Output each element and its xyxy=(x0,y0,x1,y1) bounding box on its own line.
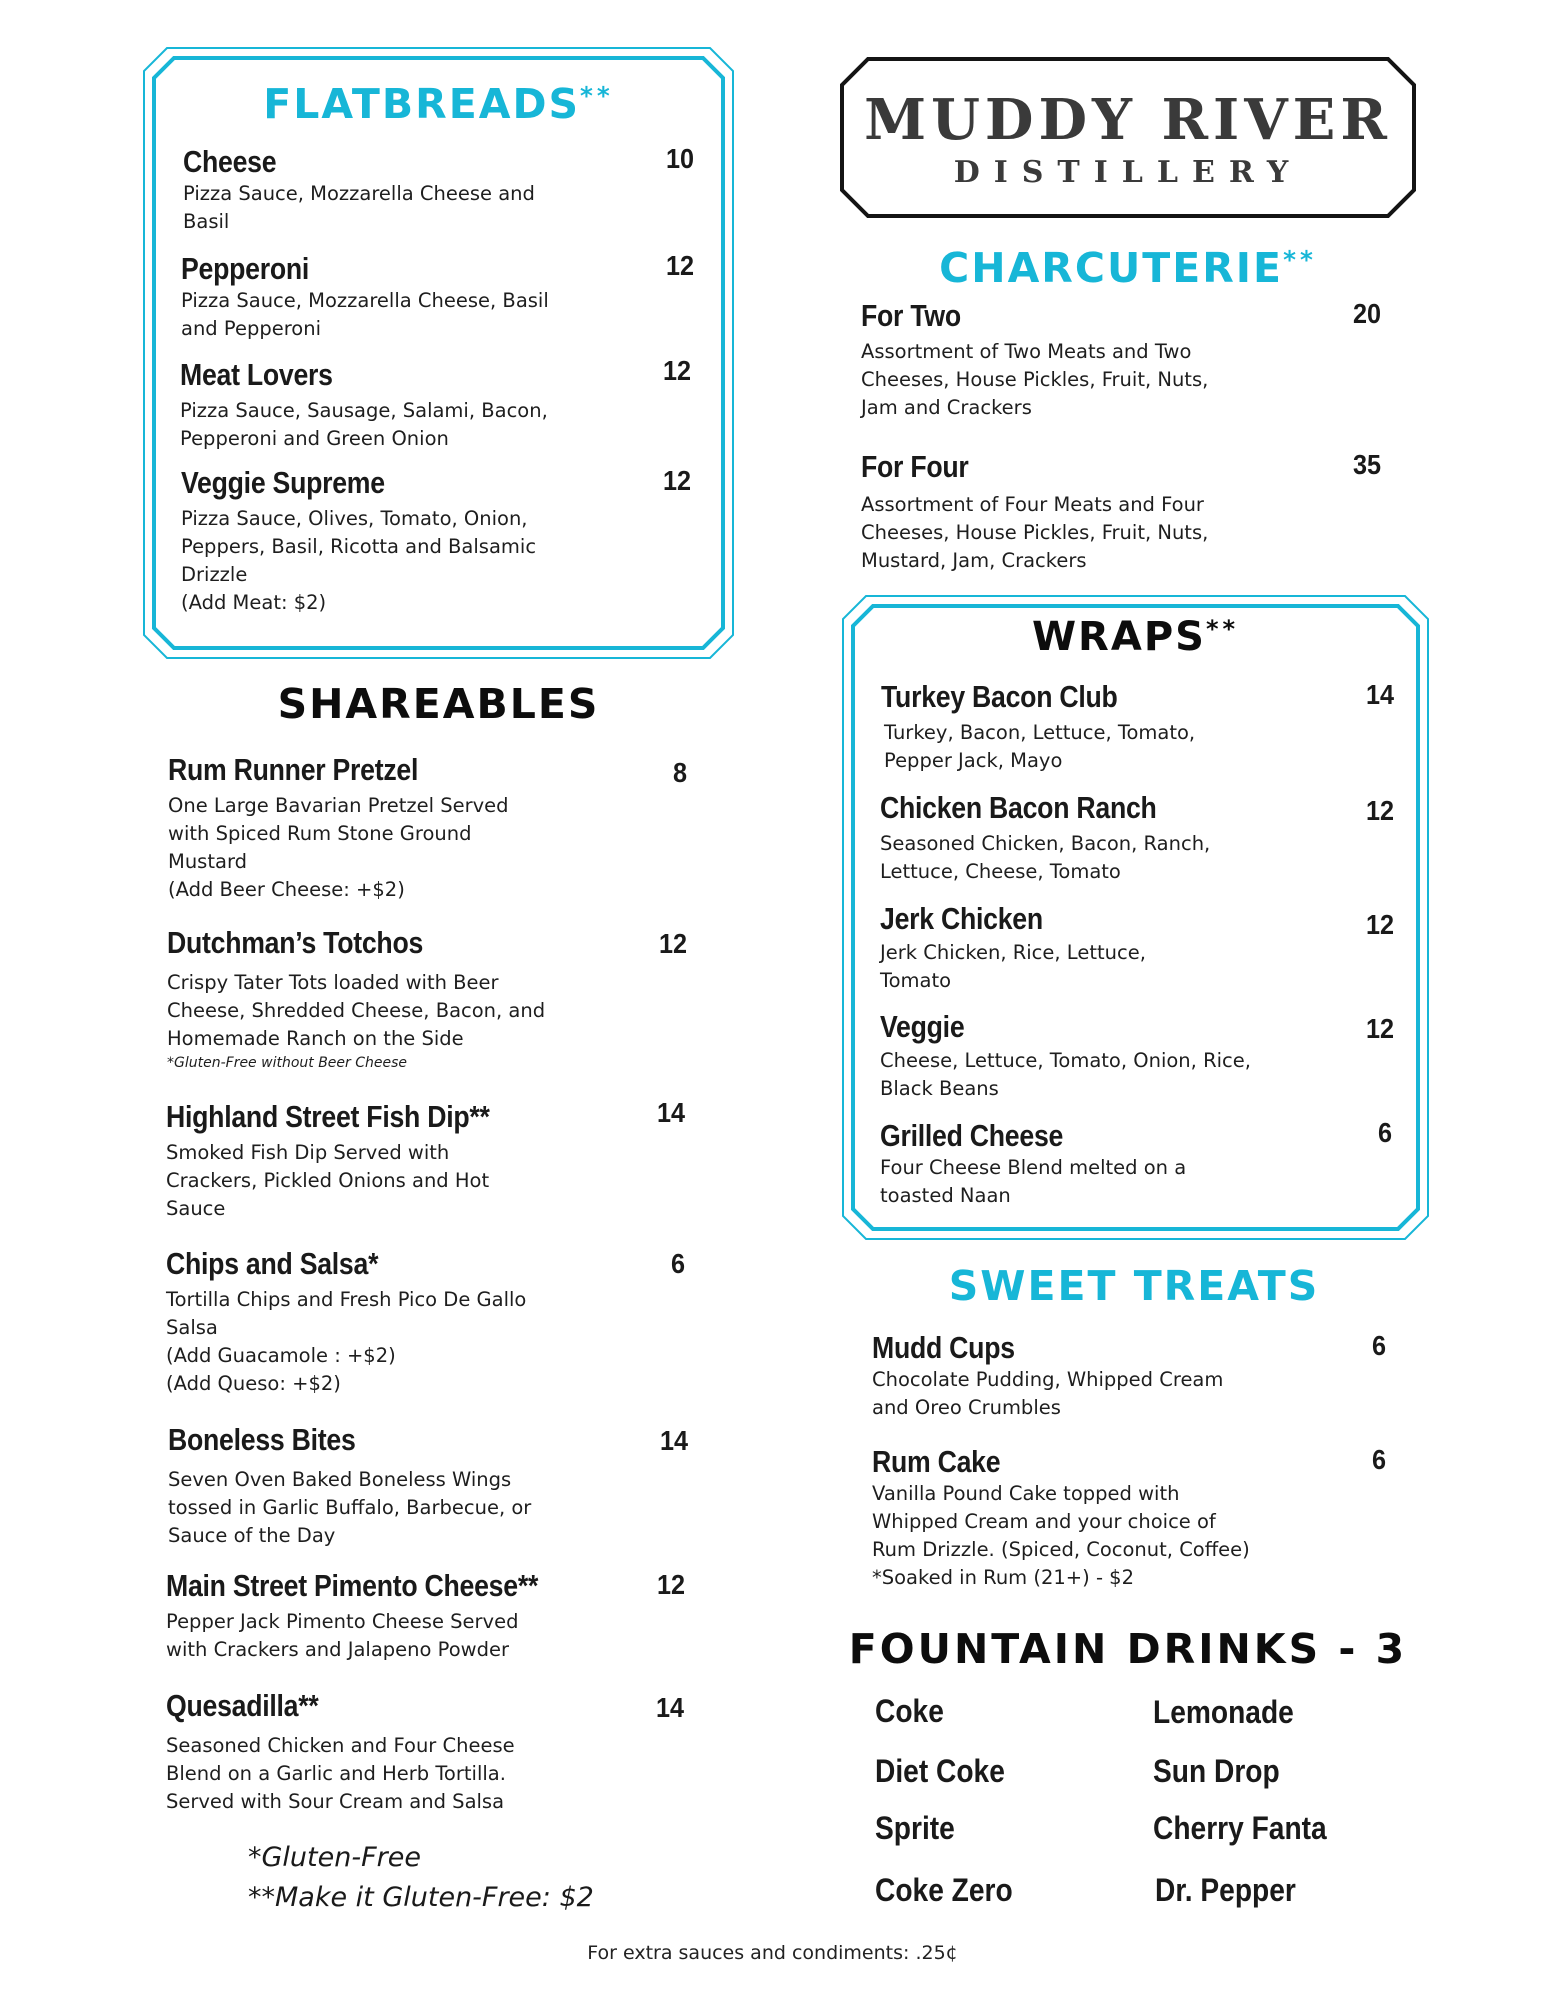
charcuterie-title-stars: ** xyxy=(1283,245,1317,275)
item-price: 12 xyxy=(665,250,694,281)
menu-item xyxy=(183,144,535,236)
item-desc: Assortment of Four Meats and Four Cheeses, House Pickles, Fruit, Nuts, Mustard, Jam, Crackers xyxy=(861,493,1209,572)
gluten-free-note: *Gluten-Free xyxy=(248,1842,421,1873)
menu-item xyxy=(166,1568,599,1664)
menu-item xyxy=(872,1444,1250,1592)
extras-note: For extra sauces and condiments: .25¢ xyxy=(587,1942,958,1964)
item-price: 14 xyxy=(1365,679,1394,710)
item-desc: Pizza Sauce, Sausage, Salami, Bacon, Pepperoni and Green Onion xyxy=(180,399,548,450)
menu-item xyxy=(166,1099,542,1223)
charcuterie-title xyxy=(842,244,1414,292)
item-desc: Jerk Chicken, Rice, Lettuce, Tomato xyxy=(880,941,1146,992)
logo-line2: DISTILLERY xyxy=(953,155,1303,190)
item-desc: Pepper Jack Pimento Cheese Served with Crackers and Jalapeno Powder xyxy=(166,1610,519,1661)
menu-item xyxy=(880,1118,1186,1210)
drink-item: Lemonade xyxy=(1153,1694,1294,1730)
menu-item xyxy=(861,449,1208,575)
item-desc: Pizza Sauce, Mozzarella Cheese and Basil xyxy=(183,182,535,233)
item-name: Quesadilla** xyxy=(166,1688,319,1723)
item-desc: Chocolate Pudding, Whipped Cream and Oreo Crumbles xyxy=(872,1368,1224,1419)
item-name: For Two xyxy=(861,298,961,333)
item-name: Meat Lovers xyxy=(180,357,333,392)
item-price: 6 xyxy=(1371,1444,1386,1475)
item-desc: Seasoned Chicken and Four Cheese Blend on a Garlic and Herb Tortilla. Served with Sour Cream and Salsa xyxy=(166,1734,515,1813)
menu-item xyxy=(166,1246,526,1398)
item-price: 8 xyxy=(672,757,687,788)
logo xyxy=(842,59,1414,216)
menu-item xyxy=(180,357,548,453)
drink-item: Coke Zero xyxy=(875,1872,1013,1908)
item-price: 12 xyxy=(662,355,691,386)
wraps-title-text: WRAPS xyxy=(1031,614,1206,660)
drink-item: Diet Coke xyxy=(875,1753,1005,1789)
drink-item: Cherry Fanta xyxy=(1153,1810,1327,1846)
wraps-title xyxy=(843,614,1428,660)
item-desc: Pizza Sauce, Olives, Tomato, Onion, Peppers, Basil, Ricotta and Balsamic Drizzle (Add Meat: $2) xyxy=(181,507,537,614)
item-price: 12 xyxy=(662,465,691,496)
item-name: Chips and Salsa* xyxy=(166,1246,379,1281)
item-price: 35 xyxy=(1352,449,1381,480)
menu-item xyxy=(881,679,1195,775)
item-price: 20 xyxy=(1352,298,1381,329)
fountain-drinks-title: FOUNTAIN DRINKS - 3 xyxy=(848,1625,1408,1673)
item-price: 10 xyxy=(665,143,694,174)
charcuterie-title-text: CHARCUTERIE xyxy=(939,244,1284,292)
flatbreads-title-stars: ** xyxy=(580,81,614,111)
item-desc: Four Cheese Blend melted on a toasted Naan xyxy=(880,1156,1187,1207)
item-name: Rum Cake xyxy=(872,1444,1001,1479)
item-note: *Gluten-Free without Beer Cheese xyxy=(167,1055,408,1071)
menu-item xyxy=(168,1422,531,1550)
menu-item xyxy=(167,925,545,1073)
item-name: Veggie xyxy=(880,1009,965,1044)
item-desc: Turkey, Bacon, Lettuce, Tomato, Pepper Jack, Mayo xyxy=(884,721,1196,772)
item-name: Cheese xyxy=(183,144,277,179)
item-price: 12 xyxy=(1365,909,1394,940)
item-name: Turkey Bacon Club xyxy=(881,679,1118,714)
item-price: 12 xyxy=(1365,1013,1394,1044)
item-name: Chicken Bacon Ranch xyxy=(880,790,1157,825)
item-price: 6 xyxy=(1371,1330,1386,1361)
item-desc: Smoked Fish Dip Served with Crackers, Pickled Onions and Hot Sauce xyxy=(166,1141,490,1220)
item-name: Mudd Cups xyxy=(872,1330,1015,1365)
item-desc: Pizza Sauce, Mozzarella Cheese, Basil and Pepperoni xyxy=(181,289,549,340)
item-name: Main Street Pimento Cheese** xyxy=(166,1568,539,1603)
menu-item xyxy=(168,752,509,904)
item-desc: Tortilla Chips and Fresh Pico De Gallo Salsa (Add Guacamole : +$2) (Add Queso: +$2) xyxy=(166,1288,527,1395)
item-price: 12 xyxy=(1365,795,1394,826)
menu-item xyxy=(872,1330,1223,1422)
item-desc: Crispy Tater Tots loaded with Beer Cheese, Shredded Cheese, Bacon, and Homemade Ranch on the Side xyxy=(167,971,546,1050)
item-name: For Four xyxy=(861,449,969,484)
menu-item xyxy=(166,1688,515,1816)
item-price: 14 xyxy=(659,1425,688,1456)
menu-item xyxy=(181,465,536,617)
item-price: 12 xyxy=(658,928,687,959)
menu-item xyxy=(181,251,549,343)
item-name: Grilled Cheese xyxy=(880,1118,1064,1153)
item-desc: Cheese, Lettuce, Tomato, Onion, Rice, Black Beans xyxy=(880,1049,1251,1100)
item-desc: Seven Oven Baked Boneless Wings tossed in Garlic Buffalo, Barbecue, or Sauce of the Day xyxy=(168,1468,532,1547)
item-name: Rum Runner Pretzel xyxy=(168,752,419,787)
item-name: Boneless Bites xyxy=(168,1422,356,1457)
shareables-title: SHAREABLES xyxy=(277,680,600,728)
sweet-treats-title: SWEET TREATS xyxy=(948,1262,1320,1310)
item-price: 12 xyxy=(656,1569,685,1600)
item-name: Dutchman’s Totchos xyxy=(167,925,424,960)
item-desc: Vanilla Pound Cake topped with Whipped Cream and your choice of Rum Drizzle. (Spiced, Coconut, Coffee) *Soaked in Rum (21+) - $2 xyxy=(872,1482,1250,1589)
drink-item: Dr. Pepper xyxy=(1155,1872,1296,1908)
item-price: 6 xyxy=(670,1248,685,1279)
make-gluten-free-note: **Make it Gluten-Free: $2 xyxy=(248,1882,594,1913)
menu-item xyxy=(880,901,1146,995)
logo-line1: MUDDY RIVER xyxy=(864,87,1392,153)
item-desc: Seasoned Chicken, Bacon, Ranch, Lettuce, Cheese, Tomato xyxy=(880,832,1211,883)
wraps-title-stars: ** xyxy=(1205,614,1240,643)
item-price: 6 xyxy=(1377,1117,1392,1148)
menu-item xyxy=(861,298,1208,422)
flatbreads-title-text: FLATBREADS xyxy=(263,80,581,128)
menu-item xyxy=(880,790,1210,886)
flatbreads-title xyxy=(144,80,733,128)
item-price: 14 xyxy=(656,1097,685,1128)
drink-item: Sprite xyxy=(875,1810,955,1846)
menu-item xyxy=(880,1009,1251,1103)
item-desc: Assortment of Two Meats and Two Cheeses, House Pickles, Fruit, Nuts, Jam and Crackers xyxy=(861,340,1209,419)
item-price: 14 xyxy=(655,1692,684,1723)
drink-item: Sun Drop xyxy=(1153,1753,1280,1789)
item-name: Veggie Supreme xyxy=(181,465,385,500)
drink-item: Coke xyxy=(875,1693,944,1729)
item-name: Highland Street Fish Dip** xyxy=(166,1099,490,1134)
item-name: Jerk Chicken xyxy=(880,901,1043,936)
item-name: Pepperoni xyxy=(181,251,310,286)
item-desc: One Large Bavarian Pretzel Served with Spiced Rum Stone Ground Mustard (Add Beer Cheese: +$2) xyxy=(168,794,509,901)
